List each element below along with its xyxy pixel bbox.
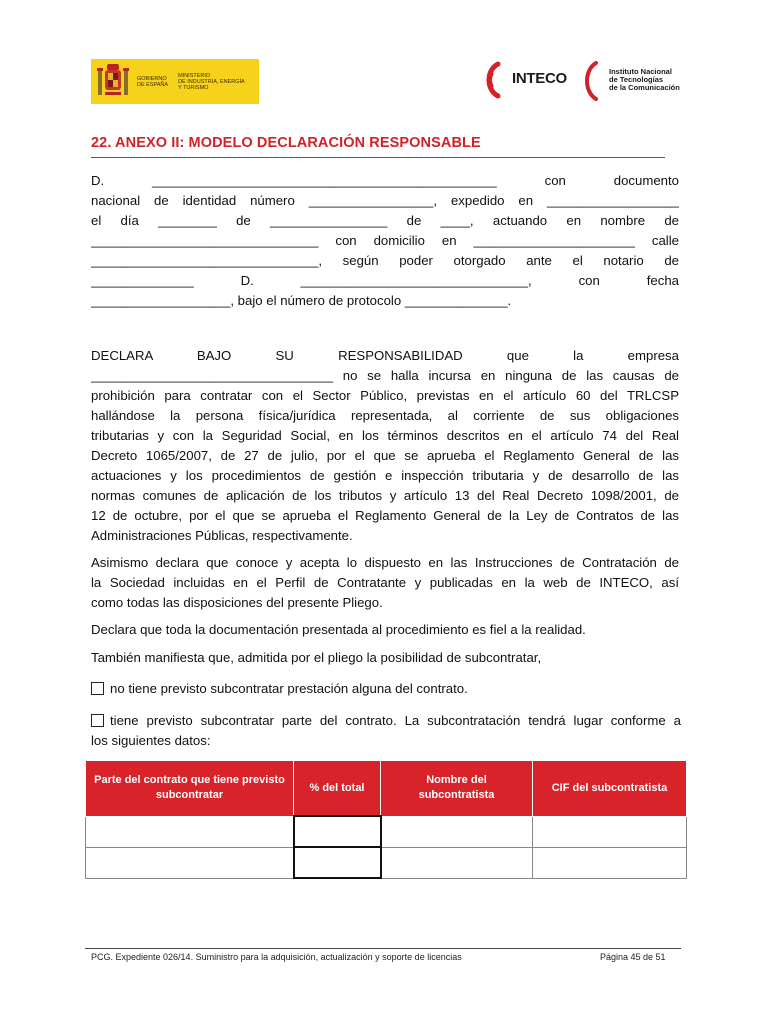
declaration-line: tributarias y con la Seguridad Social, en los términos descritos en el artículo 74 del Real — [91, 428, 679, 443]
declaration-line: DECLARA BAJO SU RESPONSABILIDAD que la empresa — [91, 348, 679, 363]
declaration-line: Decreto 1065/2007, de 27 de julio, por el que se aprueba el Reglamento General de las — [91, 448, 679, 463]
header-nombre-subcontratista: Nombre del subcontratista — [381, 761, 533, 817]
cell-parte-input[interactable] — [86, 816, 294, 847]
footer-divider — [85, 948, 681, 949]
identity-line: el día ________ de ________________ de ____, actuando en nombre de — [91, 213, 679, 228]
option-subcontract — [91, 711, 681, 751]
gov-col1: GOBIERNO DE ESPAÑA — [137, 75, 169, 88]
identity-line: nacional de identidad número _________________, expedido en __________________ — [91, 193, 679, 208]
identity-line: _______________________________, según poder otorgado ante el notario de — [91, 253, 679, 268]
declaration-line: 12 de octubre, por el que se aprueba el Reglamento General de la Ley de Contratos de las — [91, 508, 679, 523]
asimismo-line: Asimismo declara que conoce y acepta lo dispuesto en las Instrucciones de Contratación de — [91, 555, 679, 570]
identity-line: _______________________________ con domicilio en ______________________ calle — [91, 233, 679, 248]
option-2-line: los siguientes datos: — [91, 733, 211, 748]
gobierno-espana-logo — [91, 59, 259, 104]
identity-line: ___________________, bajo el número de protocolo ______________. — [91, 293, 512, 308]
identity-line: ______________ D. _______________________________, con fecha — [91, 273, 679, 288]
cell-porcentaje-input[interactable] — [294, 816, 381, 847]
institute-name: Instituto Nacional de Tecnologías de la Comunicación — [609, 67, 680, 92]
footer-page-number: Página 45 de 51 — [600, 952, 666, 962]
identity-line: D. _______________________________________________ con documento — [91, 173, 679, 188]
footer-expediente: PCG. Expediente 026/14. Suministro para la adquisición, actualización y soporte de licencias — [91, 952, 462, 962]
option-no-subcontract — [91, 679, 681, 699]
asimismo-line: la Sociedad incluidas en el Perfil de Contratante y publicadas en la web de INTECO, así — [91, 575, 679, 590]
title-divider — [91, 157, 665, 158]
cell-nombre-input[interactable] — [381, 847, 533, 878]
declaration-line: hallándose la persona física/jurídica representada, al corriente de sus obligaciones — [91, 408, 679, 423]
subcontract-checkbox[interactable] — [91, 714, 104, 727]
declaration-line: normas comunes de aplicación de los tributos y artículo 13 del Real Decreto 1098/2001, de — [91, 488, 679, 503]
subcontract-table — [85, 760, 687, 879]
declara-docs-paragraph: Declara que toda la documentación presentada al procedimiento es fiel a la realidad. — [91, 622, 586, 637]
gov-col2: MINISTERIO DE INDUSTRIA, ENERGÍA Y TURISMO — [178, 72, 245, 91]
declaration-paragraph — [91, 346, 679, 546]
table-row — [86, 847, 687, 878]
inteco-wordmark: INTECO — [512, 70, 567, 87]
no-subcontract-checkbox[interactable] — [91, 682, 104, 695]
declaration-line: prohibición para contratar con el Sector Público, previstas en el artículo 60 del TRLCSP — [91, 388, 679, 403]
declaration-line: Administraciones Públicas, respectivamente. — [91, 528, 353, 543]
asimismo-paragraph — [91, 553, 679, 613]
asimismo-line: como todas las disposiciones del presente Pliego. — [91, 595, 383, 610]
header-porcentaje: % del total — [294, 761, 381, 817]
institute-bracket-icon — [582, 60, 602, 102]
tambien-paragraph: También manifiesta que, admitida por el pliego la posibilidad de subcontratar, — [91, 650, 542, 665]
header-cif-subcontratista: CIF del subcontratista — [533, 761, 687, 817]
cell-cif-input[interactable] — [533, 847, 687, 878]
declaration-line: actuaciones y los procedimientos de gestión e inspección tributaria y de desarrollo de las — [91, 468, 679, 483]
page-title: 22. ANEXO II: MODELO DECLARACIÓN RESPONSABLE — [91, 135, 481, 151]
table-row — [86, 816, 687, 847]
cell-nombre-input[interactable] — [381, 816, 533, 847]
cell-cif-input[interactable] — [533, 816, 687, 847]
declaration-line: _________________________________ no se halla incursa en ninguna de las causas de — [91, 368, 679, 383]
option-2-line: tiene previsto subcontratar parte del contrato. La subcontratación tendrá lugar conforme a — [91, 711, 681, 731]
spain-coat-of-arms-icon — [95, 62, 131, 102]
header-parte-contrato: Parte del contrato que tiene previsto subcontratar — [86, 761, 294, 817]
cell-parte-input[interactable] — [86, 847, 294, 878]
table-header-row — [86, 761, 687, 817]
option-1-label: no tiene previsto subcontratar prestación alguna del contrato. — [110, 681, 468, 696]
cell-porcentaje-input[interactable] — [294, 847, 381, 878]
identity-paragraph — [91, 171, 679, 311]
